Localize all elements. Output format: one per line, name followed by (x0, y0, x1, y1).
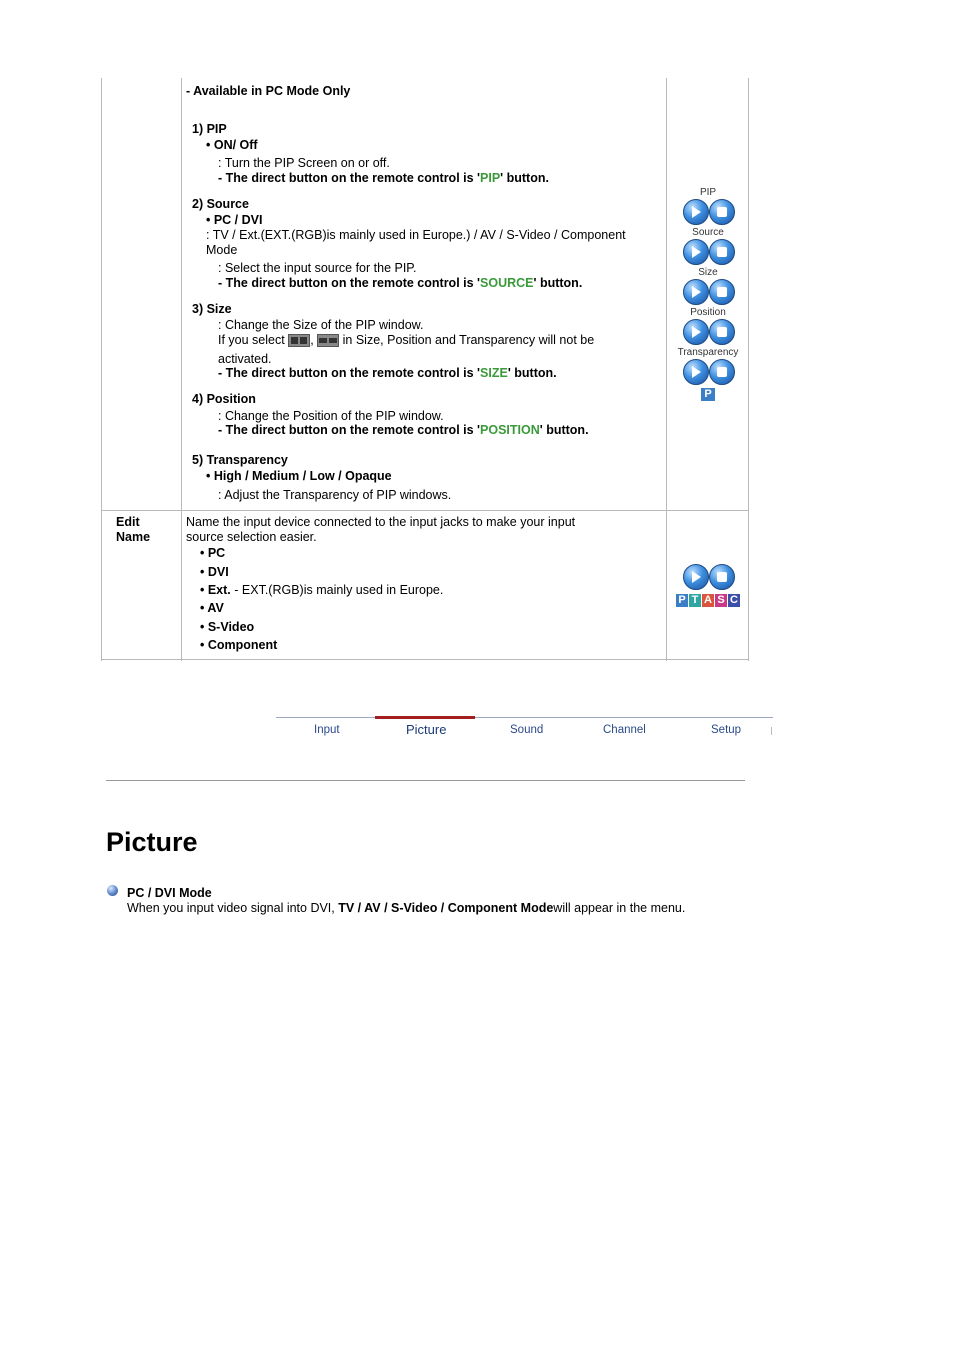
play-icon (683, 279, 709, 305)
source-button-pair (683, 239, 735, 265)
size-desc1: : Change the Size of the PIP window. (218, 318, 424, 332)
source-option: • PC / DVI (206, 213, 263, 227)
size-desc2a: If you select (218, 333, 285, 347)
nav-top-line (276, 717, 773, 718)
size-direct-key: SIZE (480, 366, 508, 380)
tab-picture[interactable]: Picture (406, 722, 447, 737)
play-icon (683, 239, 709, 265)
source-heading: 2) Source (192, 197, 249, 211)
icon-label-position: Position (690, 307, 726, 318)
icon-label-transparency: Transparency (677, 347, 739, 358)
pip-option: • ON/ Off (206, 138, 258, 152)
pip-direct-button (218, 171, 549, 186)
position-direct-button (218, 423, 589, 438)
item-text-prefix: When you input video signal into DVI, (127, 901, 339, 915)
tab-sound[interactable]: Sound (510, 724, 544, 736)
badge-s-icon: S (715, 594, 727, 607)
edit-name-label-1: Edit (116, 515, 140, 529)
table-left-border (101, 78, 102, 661)
play-icon (683, 359, 709, 385)
position-direct-key: POSITION (480, 423, 540, 437)
stop-icon (709, 359, 735, 385)
size-desc2-sep: , (310, 333, 314, 347)
play-icon (683, 564, 709, 590)
position-button-pair (683, 319, 735, 345)
edit-item-pc: • PC (200, 546, 226, 560)
size-direct-prefix: - The direct button on the remote control is ' (218, 366, 481, 380)
size-desc2c: activated. (218, 352, 272, 366)
size-desc2 (218, 333, 594, 348)
edit-item-component: • Component (200, 638, 278, 652)
transparency-option: • High / Medium / Low / Opaque (206, 469, 392, 483)
size-direct-suffix: ' button. (507, 366, 557, 380)
edit-item-svideo: • S-Video (200, 620, 255, 634)
size-wide-icon (317, 334, 339, 347)
edit-item-av: • AV (200, 601, 224, 615)
edit-name-label-2: Name (116, 530, 151, 544)
position-direct-suffix: ' button. (539, 423, 589, 437)
pip-desc: : Turn the PIP Screen on or off. (218, 156, 390, 170)
item-text (127, 901, 685, 916)
p-badge-icon: P (701, 388, 715, 401)
badge-t-icon: T (689, 594, 701, 607)
item-text-bold: TV / AV / S-Video / Component Mode (338, 901, 554, 915)
source-direct-key: SOURCE (480, 276, 534, 290)
pip-direct-prefix: - The direct button on the remote control is ' (218, 171, 481, 185)
ptasc-badges (676, 592, 741, 607)
transparency-heading: 5) Transparency (192, 453, 288, 467)
edit-item-ext (200, 583, 443, 598)
edit-name-desc2: source selection easier. (186, 530, 317, 544)
stop-icon (709, 239, 735, 265)
play-icon (683, 199, 709, 225)
position-heading: 4) Position (192, 392, 256, 406)
source-desc1b: Mode (206, 243, 238, 257)
transparency-desc: : Adjust the Transparency of PIP windows. (218, 488, 452, 502)
pip-direct-suffix: ' button. (500, 171, 549, 185)
table-bottom-border (101, 659, 749, 660)
size-direct-button (218, 366, 557, 381)
bullet-ball-icon (107, 885, 118, 896)
nav-end-tick (771, 727, 772, 735)
position-desc: : Change the Position of the PIP window. (218, 409, 444, 423)
transparency-button-pair (683, 359, 735, 385)
page-title: Picture (106, 827, 198, 857)
item-text-suffix: will appear in the menu. (553, 901, 686, 915)
position-direct-prefix: - The direct button on the remote control is ' (218, 423, 481, 437)
stop-icon (709, 279, 735, 305)
table-row-divider (101, 510, 749, 511)
edit-name-desc1: Name the input device connected to the input jacks to make your input (186, 515, 576, 529)
tab-channel[interactable]: Channel (603, 724, 646, 736)
badge-p-icon: P (676, 594, 688, 607)
icon-label-source: Source (692, 227, 724, 238)
source-desc2: : Select the input source for the PIP. (218, 261, 417, 275)
edit-name-button-pair (683, 564, 735, 590)
source-direct-button (218, 276, 582, 291)
section-divider (106, 780, 745, 781)
available-note: - Available in PC Mode Only (186, 84, 351, 98)
size-button-pair (683, 279, 735, 305)
nav-active-indicator (375, 716, 475, 719)
item-heading: PC / DVI Mode (127, 886, 212, 900)
badge-c-icon: C (728, 594, 740, 607)
edit-item-ext-note: - EXT.(RGB)is mainly used in Europe. (230, 583, 444, 597)
pip-heading: 1) PIP (192, 122, 227, 136)
table-right-border (748, 78, 749, 661)
table-col1-border (181, 78, 182, 661)
source-direct-suffix: ' button. (533, 276, 583, 290)
icon-label-size: Size (698, 267, 718, 278)
stop-icon (709, 564, 735, 590)
size-heading: 3) Size (192, 302, 232, 316)
source-direct-prefix: - The direct button on the remote control is ' (218, 276, 481, 290)
size-desc2b: in Size, Position and Transparency will not be (342, 333, 595, 347)
icon-label-pip: PIP (699, 187, 717, 198)
size-split-icon (288, 334, 310, 347)
source-desc1: : TV / Ext.(EXT.(RGB)is mainly used in Europe.) / AV / S-Video / Component (206, 228, 626, 242)
pip-button-pair (683, 199, 735, 225)
table-col2-border (666, 78, 667, 661)
edit-item-dvi: • DVI (200, 565, 229, 579)
badge-a-icon: A (702, 594, 714, 607)
edit-item-ext-label: • Ext. (200, 583, 231, 597)
tab-setup[interactable]: Setup (711, 724, 742, 736)
play-icon (683, 319, 709, 345)
stop-icon (709, 199, 735, 225)
pip-direct-key: PIP (480, 171, 501, 185)
stop-icon (709, 319, 735, 345)
tab-input[interactable]: Input (314, 724, 340, 736)
